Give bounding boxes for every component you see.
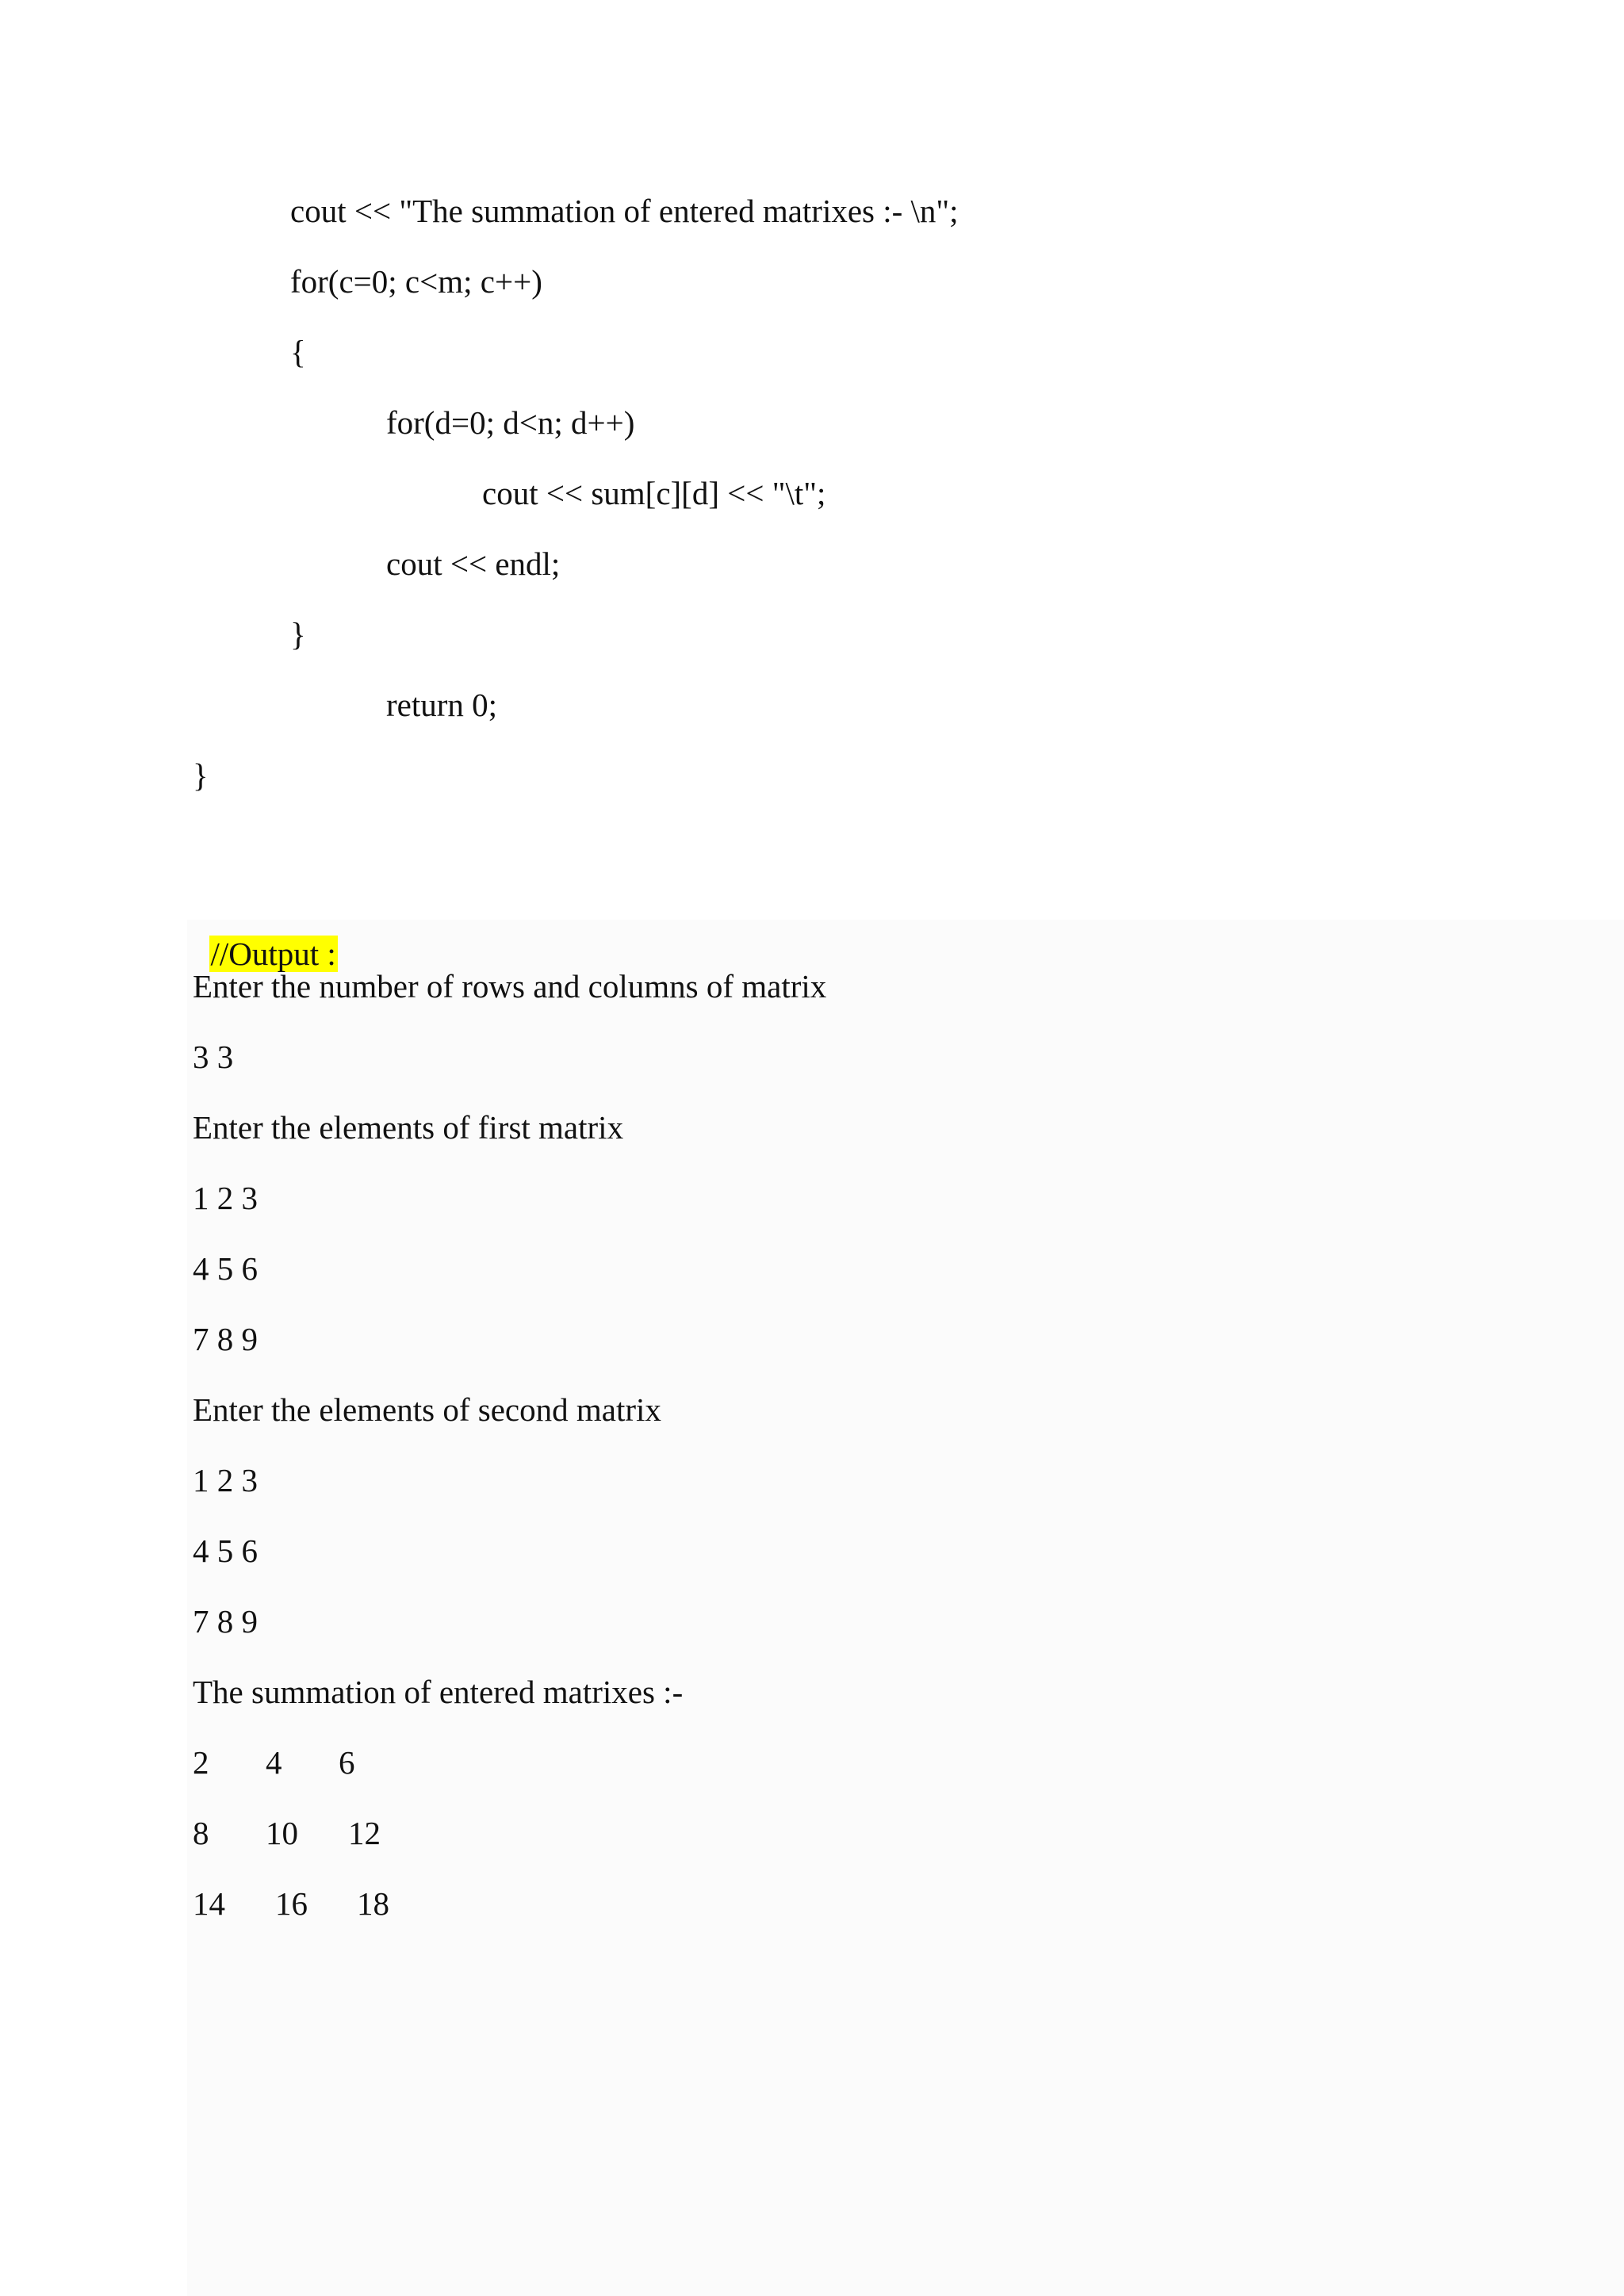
output-prompt-rows-cols: Enter the number of rows and columns of matrix bbox=[193, 968, 827, 1004]
code-line-cout-sum: cout << sum[c][d] << "\t"; bbox=[482, 475, 826, 511]
second-matrix-row: 7 8 9 bbox=[193, 1603, 258, 1640]
code-line-open-brace: { bbox=[290, 334, 306, 370]
sum-cell: 8 bbox=[193, 1815, 209, 1851]
first-matrix-row: 1 2 3 bbox=[193, 1180, 258, 1216]
first-matrix-row: 7 8 9 bbox=[193, 1321, 258, 1357]
output-prompt-first-matrix: Enter the elements of first matrix bbox=[193, 1109, 624, 1146]
sum-cell: 2 bbox=[193, 1744, 209, 1781]
output-prompt-second-matrix: Enter the elements of second matrix bbox=[193, 1391, 661, 1428]
code-line-cout-endl: cout << endl; bbox=[386, 545, 561, 582]
second-matrix-row: 1 2 3 bbox=[193, 1462, 258, 1498]
sum-cell: 10 bbox=[266, 1815, 298, 1851]
first-matrix-row: 4 5 6 bbox=[193, 1250, 258, 1287]
output-rows-cols-value: 3 3 bbox=[193, 1039, 234, 1075]
sum-cell: 4 bbox=[266, 1744, 282, 1781]
code-line-cout-summation: cout << "The summation of entered matrixes :- \n"; bbox=[290, 193, 959, 229]
code-line-for-c: for(c=0; c<m; c++) bbox=[290, 263, 542, 300]
output-sum-heading: The summation of entered matrixes :- bbox=[193, 1674, 684, 1710]
code-line-return: return 0; bbox=[386, 687, 498, 723]
output-label-line bbox=[193, 897, 338, 973]
sum-cell: 12 bbox=[348, 1815, 381, 1851]
sum-cell: 6 bbox=[339, 1744, 355, 1781]
sum-cell: 16 bbox=[275, 1885, 308, 1922]
sum-cell: 18 bbox=[357, 1885, 389, 1922]
sum-cell: 14 bbox=[193, 1885, 225, 1922]
code-line-close-brace: } bbox=[290, 616, 306, 652]
output-label: //Output : bbox=[210, 936, 336, 972]
code-line-for-d: for(d=0; d<n; d++) bbox=[386, 404, 635, 441]
code-line-main-close-brace: } bbox=[193, 757, 209, 794]
second-matrix-row: 4 5 6 bbox=[193, 1533, 258, 1569]
